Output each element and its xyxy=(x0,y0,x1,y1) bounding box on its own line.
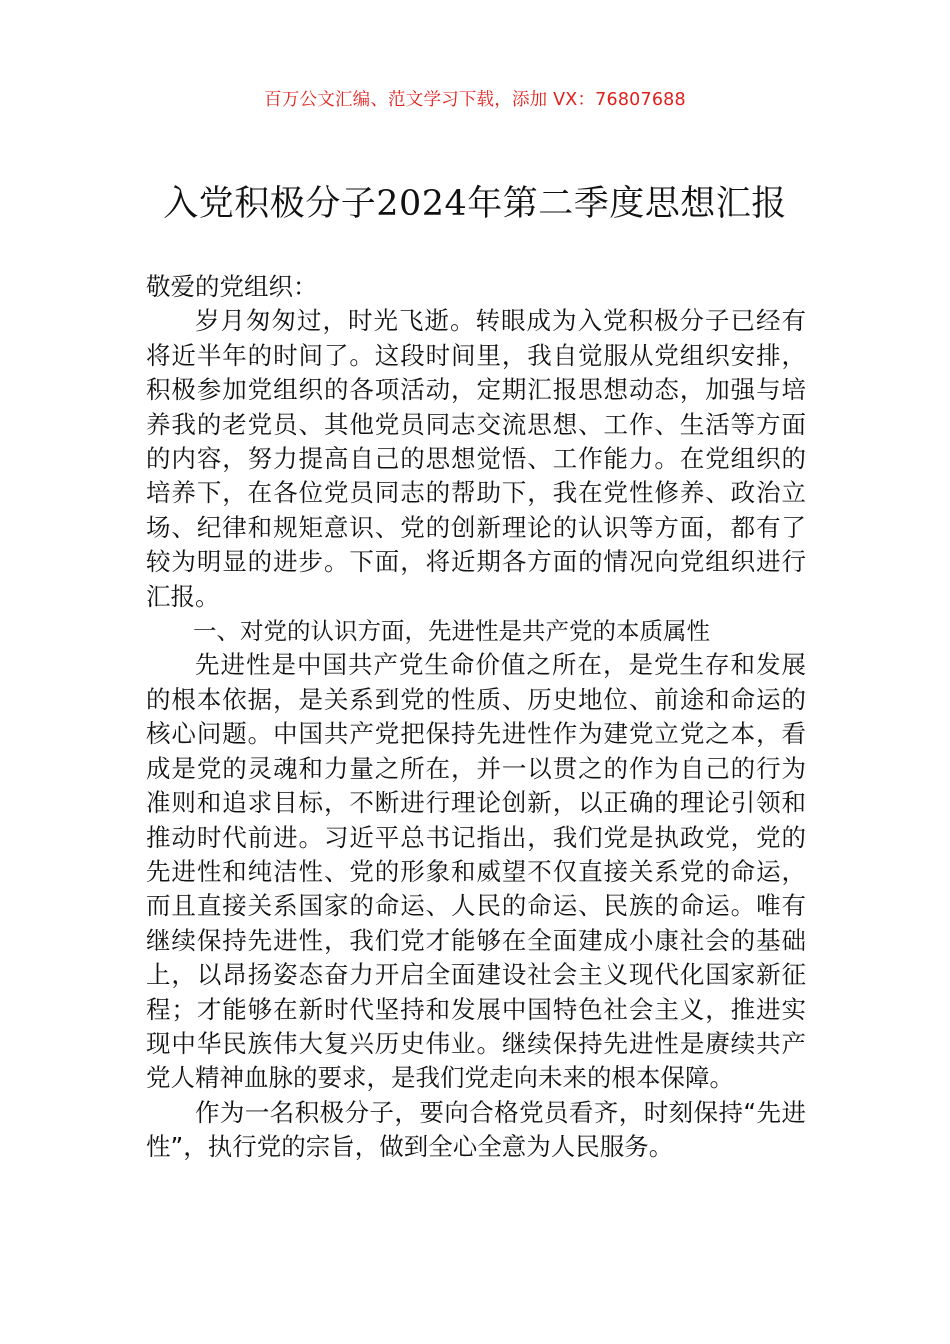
header-banner: 百万公文汇编、范文学习下载，添加 VX：76807688 xyxy=(264,90,686,110)
document-title: 入党积极分子2024年第二季度思想汇报 xyxy=(163,184,787,224)
salutation: 敬爱的党组织： xyxy=(146,272,318,301)
document-body xyxy=(146,270,806,1165)
body-paragraph-intro: 岁月匆匆过，时光飞逝。转眼成为入党积极分子已经有将近半年的时间了。这段时间里，我自觉服从党组织安排，积极参加党组织的各项活动，定期汇报思想动态，加强与培养我的老党员、其他党员同志交流思想、工作、生活等方面的内容，努力提高自己的思想觉悟、工作能力。在党组织的培养下，在各位党员同志的帮助下，我在党性修养、政治立场、纪律和规矩意识、党的创新理论的认识等方面，都有了较为明显的进步。下面，将近期各方面的情况向党组织进行汇报。 xyxy=(146,306,806,611)
section-heading-1: 一、对党的认识方面，先进性是共产党的本质属性 xyxy=(193,617,710,646)
body-paragraph-activist: 作为一名积极分子，要向合格党员看齐，时刻保持“先进性”，执行党的宗旨，做到全心全意为人民服务。 xyxy=(146,1097,806,1162)
body-paragraph-advancement: 先进性是中国共产党生命价值之所在，是党生存和发展的根本依据，是关系到党的性质、历史地位、前途和命运的核心问题。中国共产党把保持先进性作为建党立党之本，看成是党的灵魂和力量之所在，并一以贯之的作为自己的行为准则和追求目标，不断进行理论创新，以正确的理论引领和推动时代前进。习近平总书记指出，我们党是执政党，党的先进性和纯洁性、党的形象和威望不仅直接关系党的命运，而且直接关系国家的命运、人民的命运、民族的命运。唯有继续保持先进性，我们党才能够在全面建成小康社会的基础上，以昂扬姿态奋力开启全面建设社会主义现代化国家新征程；才能够在新时代坚持和发展中国特色社会主义，推进实现中华民族伟大复兴历史伟业。继续保持先进性是赓续共产党人精神血脉的要求，是我们党走向未来的根本保障。 xyxy=(146,650,806,1093)
